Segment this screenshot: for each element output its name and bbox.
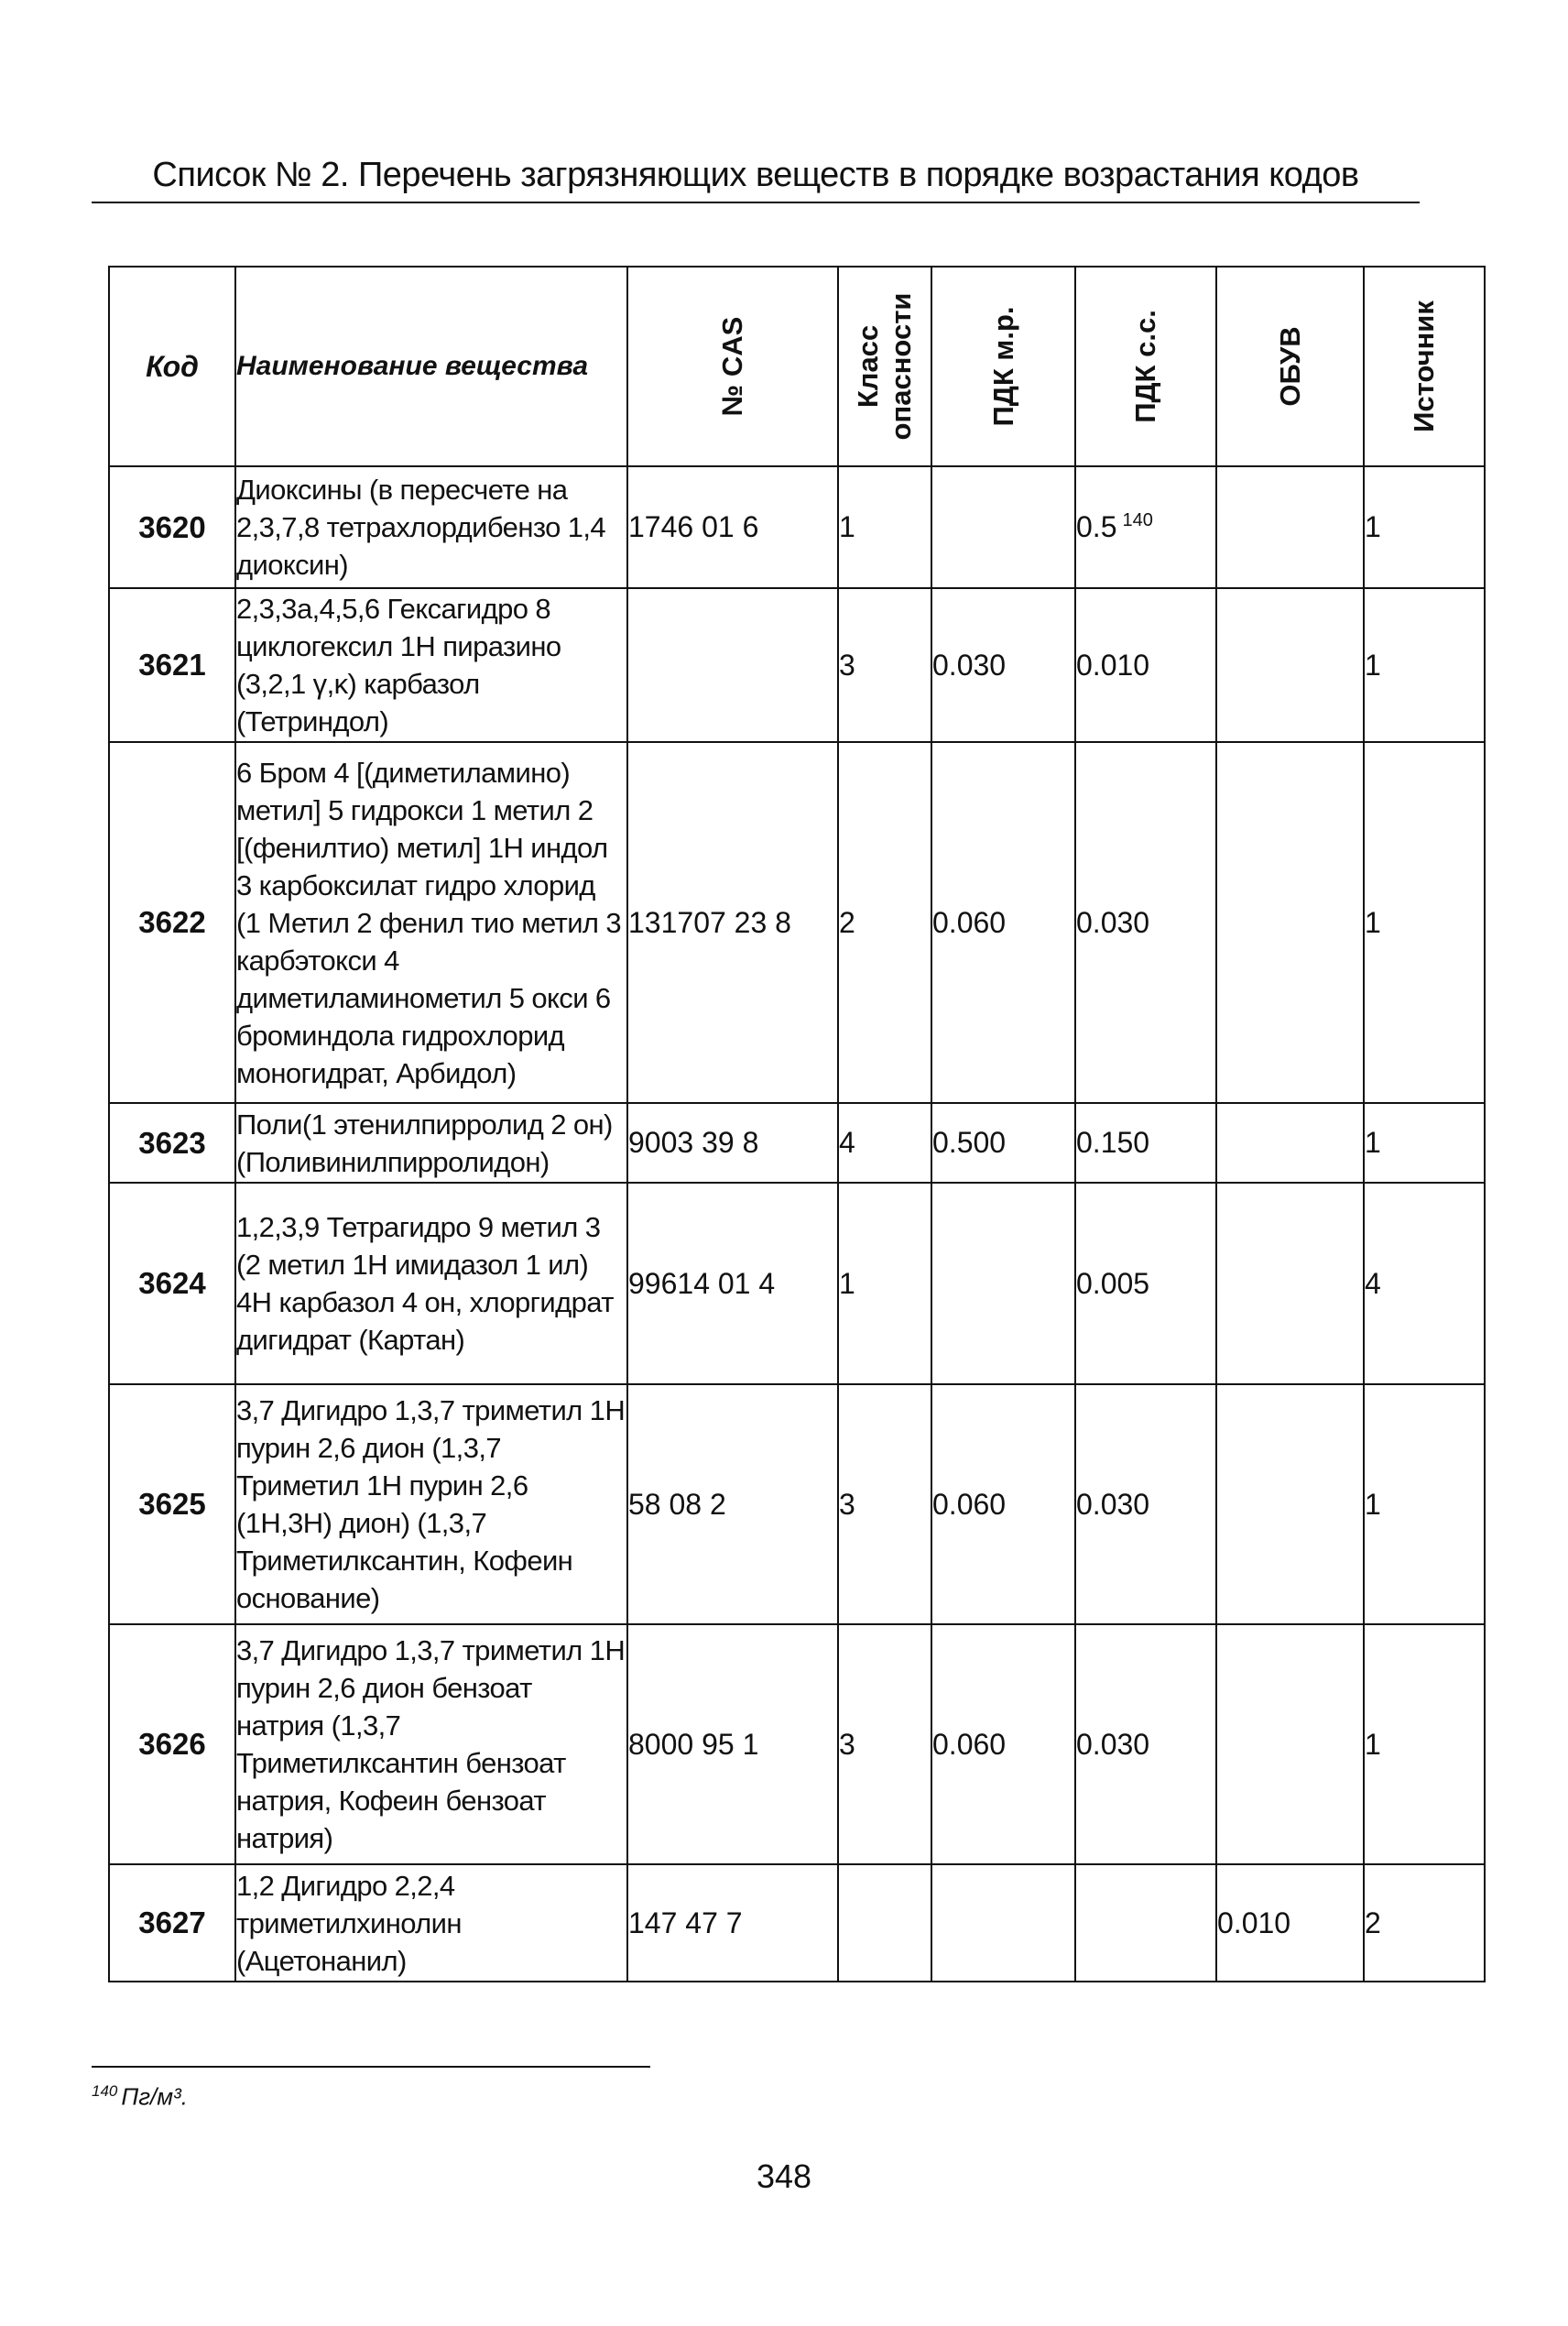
cell-code: 3625 bbox=[109, 1384, 235, 1624]
cell-source: 1 bbox=[1364, 588, 1485, 742]
cell-pdk-ss bbox=[1075, 466, 1216, 588]
cell-cas: 147 47 7 bbox=[627, 1864, 838, 1982]
cell-cas: 1746 01 6 bbox=[627, 466, 838, 588]
cell-name: Поли(1 этенилпирролид 2 он) (Поливинилпирролидон) bbox=[235, 1103, 627, 1183]
cell-source: 1 bbox=[1364, 466, 1485, 588]
cell-source: 2 bbox=[1364, 1864, 1485, 1982]
footnote-text: Пг/м³. bbox=[121, 2082, 188, 2111]
cell-hazard: 4 bbox=[838, 1103, 931, 1183]
cell-code: 3622 bbox=[109, 742, 235, 1103]
cell-hazard bbox=[838, 1864, 931, 1982]
column-header-pdk-ss: ПДК с.с. bbox=[1075, 267, 1216, 466]
cell-obuv bbox=[1216, 1103, 1364, 1183]
cell-cas: 99614 01 4 bbox=[627, 1183, 838, 1384]
cell-name: 6 Бром 4 [(диметиламино) метил] 5 гидрокси 1 метил 2 [(фенилтио) метил] 1Н индол 3 карбоксилат гидро хлорид (1 Метил 2 фенил тио метил 3 карбэтокси 4 диметиламинометил 5 окси 6 броминдола гидрохлорид моногидрат, Арбидол) bbox=[235, 742, 627, 1103]
cell-source: 1 bbox=[1364, 742, 1485, 1103]
cell-code: 3626 bbox=[109, 1624, 235, 1864]
table-row bbox=[109, 1864, 1485, 1982]
cell-pdk-ss: 0.010 bbox=[1075, 588, 1216, 742]
cell-hazard: 1 bbox=[838, 1183, 931, 1384]
cell-code: 3624 bbox=[109, 1183, 235, 1384]
cell-cas: 58 08 2 bbox=[627, 1384, 838, 1624]
cell-obuv bbox=[1216, 1183, 1364, 1384]
cell-pdk-mr bbox=[931, 1183, 1075, 1384]
table-row bbox=[109, 1103, 1485, 1183]
table-row bbox=[109, 588, 1485, 742]
cell-source: 1 bbox=[1364, 1103, 1485, 1183]
cell-name: 1,2,3,9 Тетрагидро 9 метил 3 (2 метил 1Н имидазол 1 ил) 4Н карбазол 4 он, хлоргидрат дигидрат (Картан) bbox=[235, 1183, 627, 1384]
cell-cas: 8000 95 1 bbox=[627, 1624, 838, 1864]
page-number: 348 bbox=[756, 2157, 812, 2195]
title-rule bbox=[92, 202, 1420, 203]
cell-obuv bbox=[1216, 466, 1364, 588]
column-header-obuv: ОБУВ bbox=[1216, 267, 1364, 466]
cell-cas: 131707 23 8 bbox=[627, 742, 838, 1103]
cell-name: 3,7 Дигидро 1,3,7 триметил 1Н пурин 2,6 дион (1,3,7 Триметил 1Н пурин 2,6 (1Н,3Н) дион) (1,3,7 Триметилксантин, Кофеин основание) bbox=[235, 1384, 627, 1624]
substances-table bbox=[108, 266, 1486, 1982]
cell-pdk-ss: 0.030 bbox=[1075, 1624, 1216, 1864]
column-header-name: Наименование вещества bbox=[235, 267, 627, 466]
cell-code: 3623 bbox=[109, 1103, 235, 1183]
cell-pdk-mr: 0.060 bbox=[931, 742, 1075, 1103]
cell-code: 3621 bbox=[109, 588, 235, 742]
cell-hazard: 3 bbox=[838, 1624, 931, 1864]
cell-name: 1,2 Дигидро 2,2,4 триметилхинолин (Ацетонанил) bbox=[235, 1864, 627, 1982]
cell-obuv bbox=[1216, 1384, 1364, 1624]
cell-obuv bbox=[1216, 742, 1364, 1103]
cell-obuv bbox=[1216, 588, 1364, 742]
cell-pdk-mr: 0.030 bbox=[931, 588, 1075, 742]
cell-pdk-mr: 0.060 bbox=[931, 1384, 1075, 1624]
pdk-ss-value: 0.5 bbox=[1076, 510, 1117, 543]
cell-name: Диоксины (в пересчете на 2,3,7,8 тетрахлордибензо 1,4 диоксин) bbox=[235, 466, 627, 588]
cell-cas: 9003 39 8 bbox=[627, 1103, 838, 1183]
cell-hazard: 1 bbox=[838, 466, 931, 588]
table-row bbox=[109, 742, 1485, 1103]
footnote-rule bbox=[92, 2066, 650, 2068]
cell-pdk-mr bbox=[931, 1864, 1075, 1982]
column-header-cas: № CAS bbox=[627, 267, 838, 466]
table-header-row bbox=[109, 267, 1485, 466]
cell-code: 3620 bbox=[109, 466, 235, 588]
cell-pdk-mr bbox=[931, 466, 1075, 588]
column-header-pdk-mr: ПДК м.р. bbox=[931, 267, 1075, 466]
cell-pdk-ss: 0.005 bbox=[1075, 1183, 1216, 1384]
column-header-hazard-class: Класс опасности bbox=[838, 267, 931, 466]
table-row bbox=[109, 1384, 1485, 1624]
footnote-number: 140 bbox=[92, 2082, 118, 2100]
page-title: Список № 2. Перечень загрязняющих веществ в порядке возрастания кодов bbox=[152, 156, 1359, 194]
cell-pdk-ss: 0.030 bbox=[1075, 1384, 1216, 1624]
cell-source: 4 bbox=[1364, 1183, 1485, 1384]
cell-pdk-ss: 0.150 bbox=[1075, 1103, 1216, 1183]
cell-pdk-mr: 0.500 bbox=[931, 1103, 1075, 1183]
cell-pdk-ss: 0.030 bbox=[1075, 742, 1216, 1103]
footnote-ref: 140 bbox=[1122, 510, 1153, 531]
cell-code: 3627 bbox=[109, 1864, 235, 1982]
column-header-source: Источник bbox=[1364, 267, 1485, 466]
cell-pdk-ss bbox=[1075, 1864, 1216, 1982]
cell-pdk-mr: 0.060 bbox=[931, 1624, 1075, 1864]
cell-hazard: 3 bbox=[838, 588, 931, 742]
footnote bbox=[92, 2082, 188, 2112]
cell-source: 1 bbox=[1364, 1384, 1485, 1624]
cell-cas bbox=[627, 588, 838, 742]
cell-name: 2,3,3а,4,5,6 Гексагидро 8 циклогексил 1Н пиразино (3,2,1 γ,κ) карбазол (Тетриндол) bbox=[235, 588, 627, 742]
table-row bbox=[109, 466, 1485, 588]
table-row bbox=[109, 1183, 1485, 1384]
cell-hazard: 3 bbox=[838, 1384, 931, 1624]
cell-obuv bbox=[1216, 1624, 1364, 1864]
cell-obuv: 0.010 bbox=[1216, 1864, 1364, 1982]
table-row bbox=[109, 1624, 1485, 1864]
column-header-code: Код bbox=[109, 267, 235, 466]
cell-name: 3,7 Дигидро 1,3,7 триметил 1Н пурин 2,6 дион бензоат натрия (1,3,7 Триметилксантин бензоат натрия, Кофеин бензоат натрия) bbox=[235, 1624, 627, 1864]
cell-source: 1 bbox=[1364, 1624, 1485, 1864]
cell-hazard: 2 bbox=[838, 742, 931, 1103]
